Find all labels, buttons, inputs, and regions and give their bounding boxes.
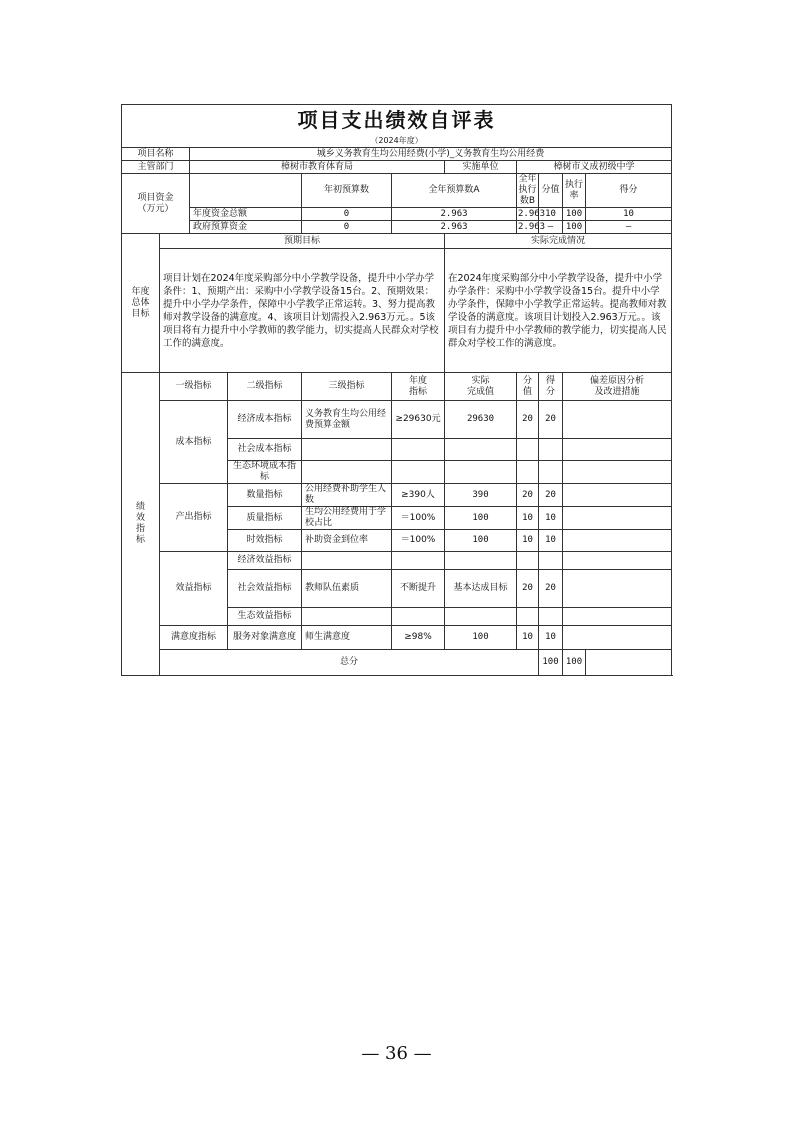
indicator-deviation: [563, 507, 672, 530]
indicator-target: ≥390人: [392, 484, 445, 507]
funds-rate-value: 100: [563, 208, 586, 221]
actual-completion-header: 实际完成情况: [445, 234, 672, 249]
indicator-level3: [302, 608, 392, 626]
total-score: 100: [563, 650, 586, 676]
funds-header-annual: 全年预算数A: [392, 174, 517, 208]
indicator-score: 10: [539, 626, 563, 650]
indicator-target: [392, 608, 445, 626]
performance-indicators-label: 绩 效 指 标: [122, 373, 160, 676]
indicator-deviation: [563, 626, 672, 650]
indicator-level2: 经济效益指标: [228, 552, 302, 570]
indicator-actual: [445, 608, 517, 626]
indicator-header-weight: 分 值: [517, 373, 539, 401]
indicator-level3: 补助资金到位率: [302, 530, 392, 552]
indicator-target: [392, 461, 445, 484]
funds-header-initial: 年初预算数: [302, 174, 392, 208]
funds-header-executed: 全年执行数B: [518, 174, 537, 206]
indicator-level2: 服务对象满意度: [228, 626, 302, 650]
indicator-deviation: [563, 439, 672, 461]
funds-rate-value: 100: [563, 221, 586, 234]
indicator-target: [392, 552, 445, 570]
indicator-deviation: [563, 552, 672, 570]
indicator-score: 20: [539, 484, 563, 507]
indicator-score: [539, 439, 563, 461]
indicator-weight: [517, 552, 539, 570]
project-name-value: 城乡义务教育生均公用经费(小学)_义务教育生均公用经费: [190, 148, 672, 161]
indicator-level3: 师生满意度: [302, 626, 392, 650]
indicator-actual: 基本达成目标: [445, 570, 517, 608]
indicator-level2: 社会成本指标: [228, 439, 302, 461]
indicator-target: ≥98%: [392, 626, 445, 650]
indicator-weight: [517, 461, 539, 484]
indicator-score: [539, 552, 563, 570]
indicator-level3: [302, 461, 392, 484]
page-number: — 36 —: [361, 1043, 432, 1064]
indicator-level2: 生态环境成本指标: [228, 461, 302, 484]
indicator-weight: 10: [517, 626, 539, 650]
total-deviation: [586, 650, 672, 676]
indicator-header-level2: 二级指标: [228, 373, 302, 401]
indicator-actual: [445, 552, 517, 570]
indicator-deviation: [563, 401, 672, 439]
funds-executed-value: 2.963: [518, 208, 546, 219]
funds-label: 项目资金 （万元）: [122, 174, 190, 234]
indicator-target: 不断提升: [392, 570, 445, 608]
indicator-level3: 义务教育生均公用经费预算金额: [302, 401, 392, 439]
indicator-weight: 20: [517, 401, 539, 439]
indicator-level2: 数量指标: [228, 484, 302, 507]
indicator-actual: [445, 439, 517, 461]
indicator-score: [539, 608, 563, 626]
indicator-level2: 生态效益指标: [228, 608, 302, 626]
indicator-weight: [517, 608, 539, 626]
funds-weight-value: —: [539, 221, 563, 234]
indicator-deviation: [563, 484, 672, 507]
indicator-deviation: [563, 570, 672, 608]
fiscal-year: （2024年度）: [122, 135, 672, 148]
indicator-deviation: [563, 461, 672, 484]
indicator-target: [392, 439, 445, 461]
indicator-level2: 社会效益指标: [228, 570, 302, 608]
indicator-level1-benefit: 效益指标: [160, 552, 228, 626]
department-value: 樟树市教育体育局: [190, 161, 445, 174]
funds-weight-value: 10: [539, 208, 563, 221]
total-weight: 100: [539, 650, 563, 676]
overall-goal-label: 年度 总体 目标: [122, 234, 160, 373]
funds-header-rate: 执行率: [563, 174, 586, 208]
indicator-header-score: 得 分: [539, 373, 563, 401]
indicator-actual: 100: [445, 626, 517, 650]
funds-initial-value: 0: [302, 221, 392, 234]
indicator-weight: 10: [517, 507, 539, 530]
indicator-weight: 20: [517, 570, 539, 608]
indicator-header-deviation: 偏差原因分析 及改进措施: [563, 373, 672, 401]
actual-completion-text: 在2024年度采购部分中小学教学设备，提升中小学办学条件：采购中小学教学设备15台。提升中小学办学条件，保障中小学教学正常运转。提高教师对教学设备的满意度。该项目计划投入2.963万元。。该项目有力提升中小学教师的教学能力，切实提高人民群众对学校工作的满意度。: [445, 249, 672, 373]
indicator-score: 20: [539, 570, 563, 608]
funds-annual-value: 2.963: [392, 221, 517, 234]
indicator-actual: [445, 461, 517, 484]
indicator-header-actual: 实际 完成值: [445, 373, 517, 401]
indicator-score: [539, 461, 563, 484]
indicator-level1-output: 产出指标: [160, 484, 228, 552]
funds-annual-value: 2.963: [392, 208, 517, 221]
indicator-deviation: [563, 530, 672, 552]
funds-initial-value: 0: [302, 208, 392, 221]
funds-score-value: 10: [586, 208, 672, 221]
expected-goal-text: 项目计划在2024年度采购部分中小学教学设备，提升中小学办学条件：1、预期产出：采购中小学教学设备15台。2、预期效果：提升中小学办学条件，保障中小学教学正常运转。3、努力提高教师对教学设备的满意度。4、该项目计划需投入2.963万元。。5该项目将有力提升中小学教师的教学能力，切实提高人民群众对学校工作的满意度。: [160, 249, 445, 373]
funds-executed-value: 2.963: [518, 221, 546, 232]
indicator-target: ≥29630元: [392, 401, 445, 439]
indicator-score: 10: [539, 530, 563, 552]
expected-goal-header: 预期目标: [160, 234, 445, 249]
funds-row-label: 政府预算资金: [190, 221, 302, 234]
indicator-score: 20: [539, 401, 563, 439]
indicator-level1-cost: 成本指标: [160, 401, 228, 484]
funds-header-score: 得分: [586, 174, 672, 208]
indicator-level3: 公用经费补助学生人数: [302, 484, 392, 507]
indicator-weight: 20: [517, 484, 539, 507]
indicator-level1-satisfaction: 满意度指标: [160, 626, 228, 650]
funds-header-weight: 分值: [539, 174, 563, 208]
indicator-deviation: [563, 608, 672, 626]
funds-score-value: —: [586, 221, 672, 234]
indicator-level3: [302, 439, 392, 461]
funds-header-blank: [190, 174, 302, 208]
project-name-label: 项目名称: [122, 148, 190, 161]
total-score-label: 总分: [160, 650, 539, 676]
indicator-header-target: 年度 指标: [392, 373, 445, 401]
indicator-target: ＝100%: [392, 530, 445, 552]
performance-self-evaluation-table: [121, 104, 672, 676]
indicator-actual: 390: [445, 484, 517, 507]
indicator-level2: 经济成本指标: [228, 401, 302, 439]
indicator-header-level3: 三级指标: [302, 373, 392, 401]
indicator-level3: 生均公用经费用于学校占比: [302, 507, 392, 530]
implementing-unit-label: 实施单位: [445, 161, 517, 174]
indicator-score: 10: [539, 507, 563, 530]
indicator-target: ＝100%: [392, 507, 445, 530]
indicator-actual: 100: [445, 507, 517, 530]
indicator-level3: 教师队伍素质: [302, 570, 392, 608]
indicator-level2: 质量指标: [228, 507, 302, 530]
department-label: 主管部门: [122, 161, 190, 174]
table-title: 项目支出绩效自评表: [122, 105, 672, 135]
indicator-header-level1: 一级指标: [160, 373, 228, 401]
indicator-actual: 100: [445, 530, 517, 552]
funds-row-label: 年度资金总额: [190, 208, 302, 221]
implementing-unit-value: 樟树市义成初级中学: [517, 161, 672, 174]
indicator-weight: 10: [517, 530, 539, 552]
indicator-actual: 29630: [445, 401, 517, 439]
indicator-weight: [517, 439, 539, 461]
indicator-level2: 时效指标: [228, 530, 302, 552]
indicator-level3: [302, 552, 392, 570]
